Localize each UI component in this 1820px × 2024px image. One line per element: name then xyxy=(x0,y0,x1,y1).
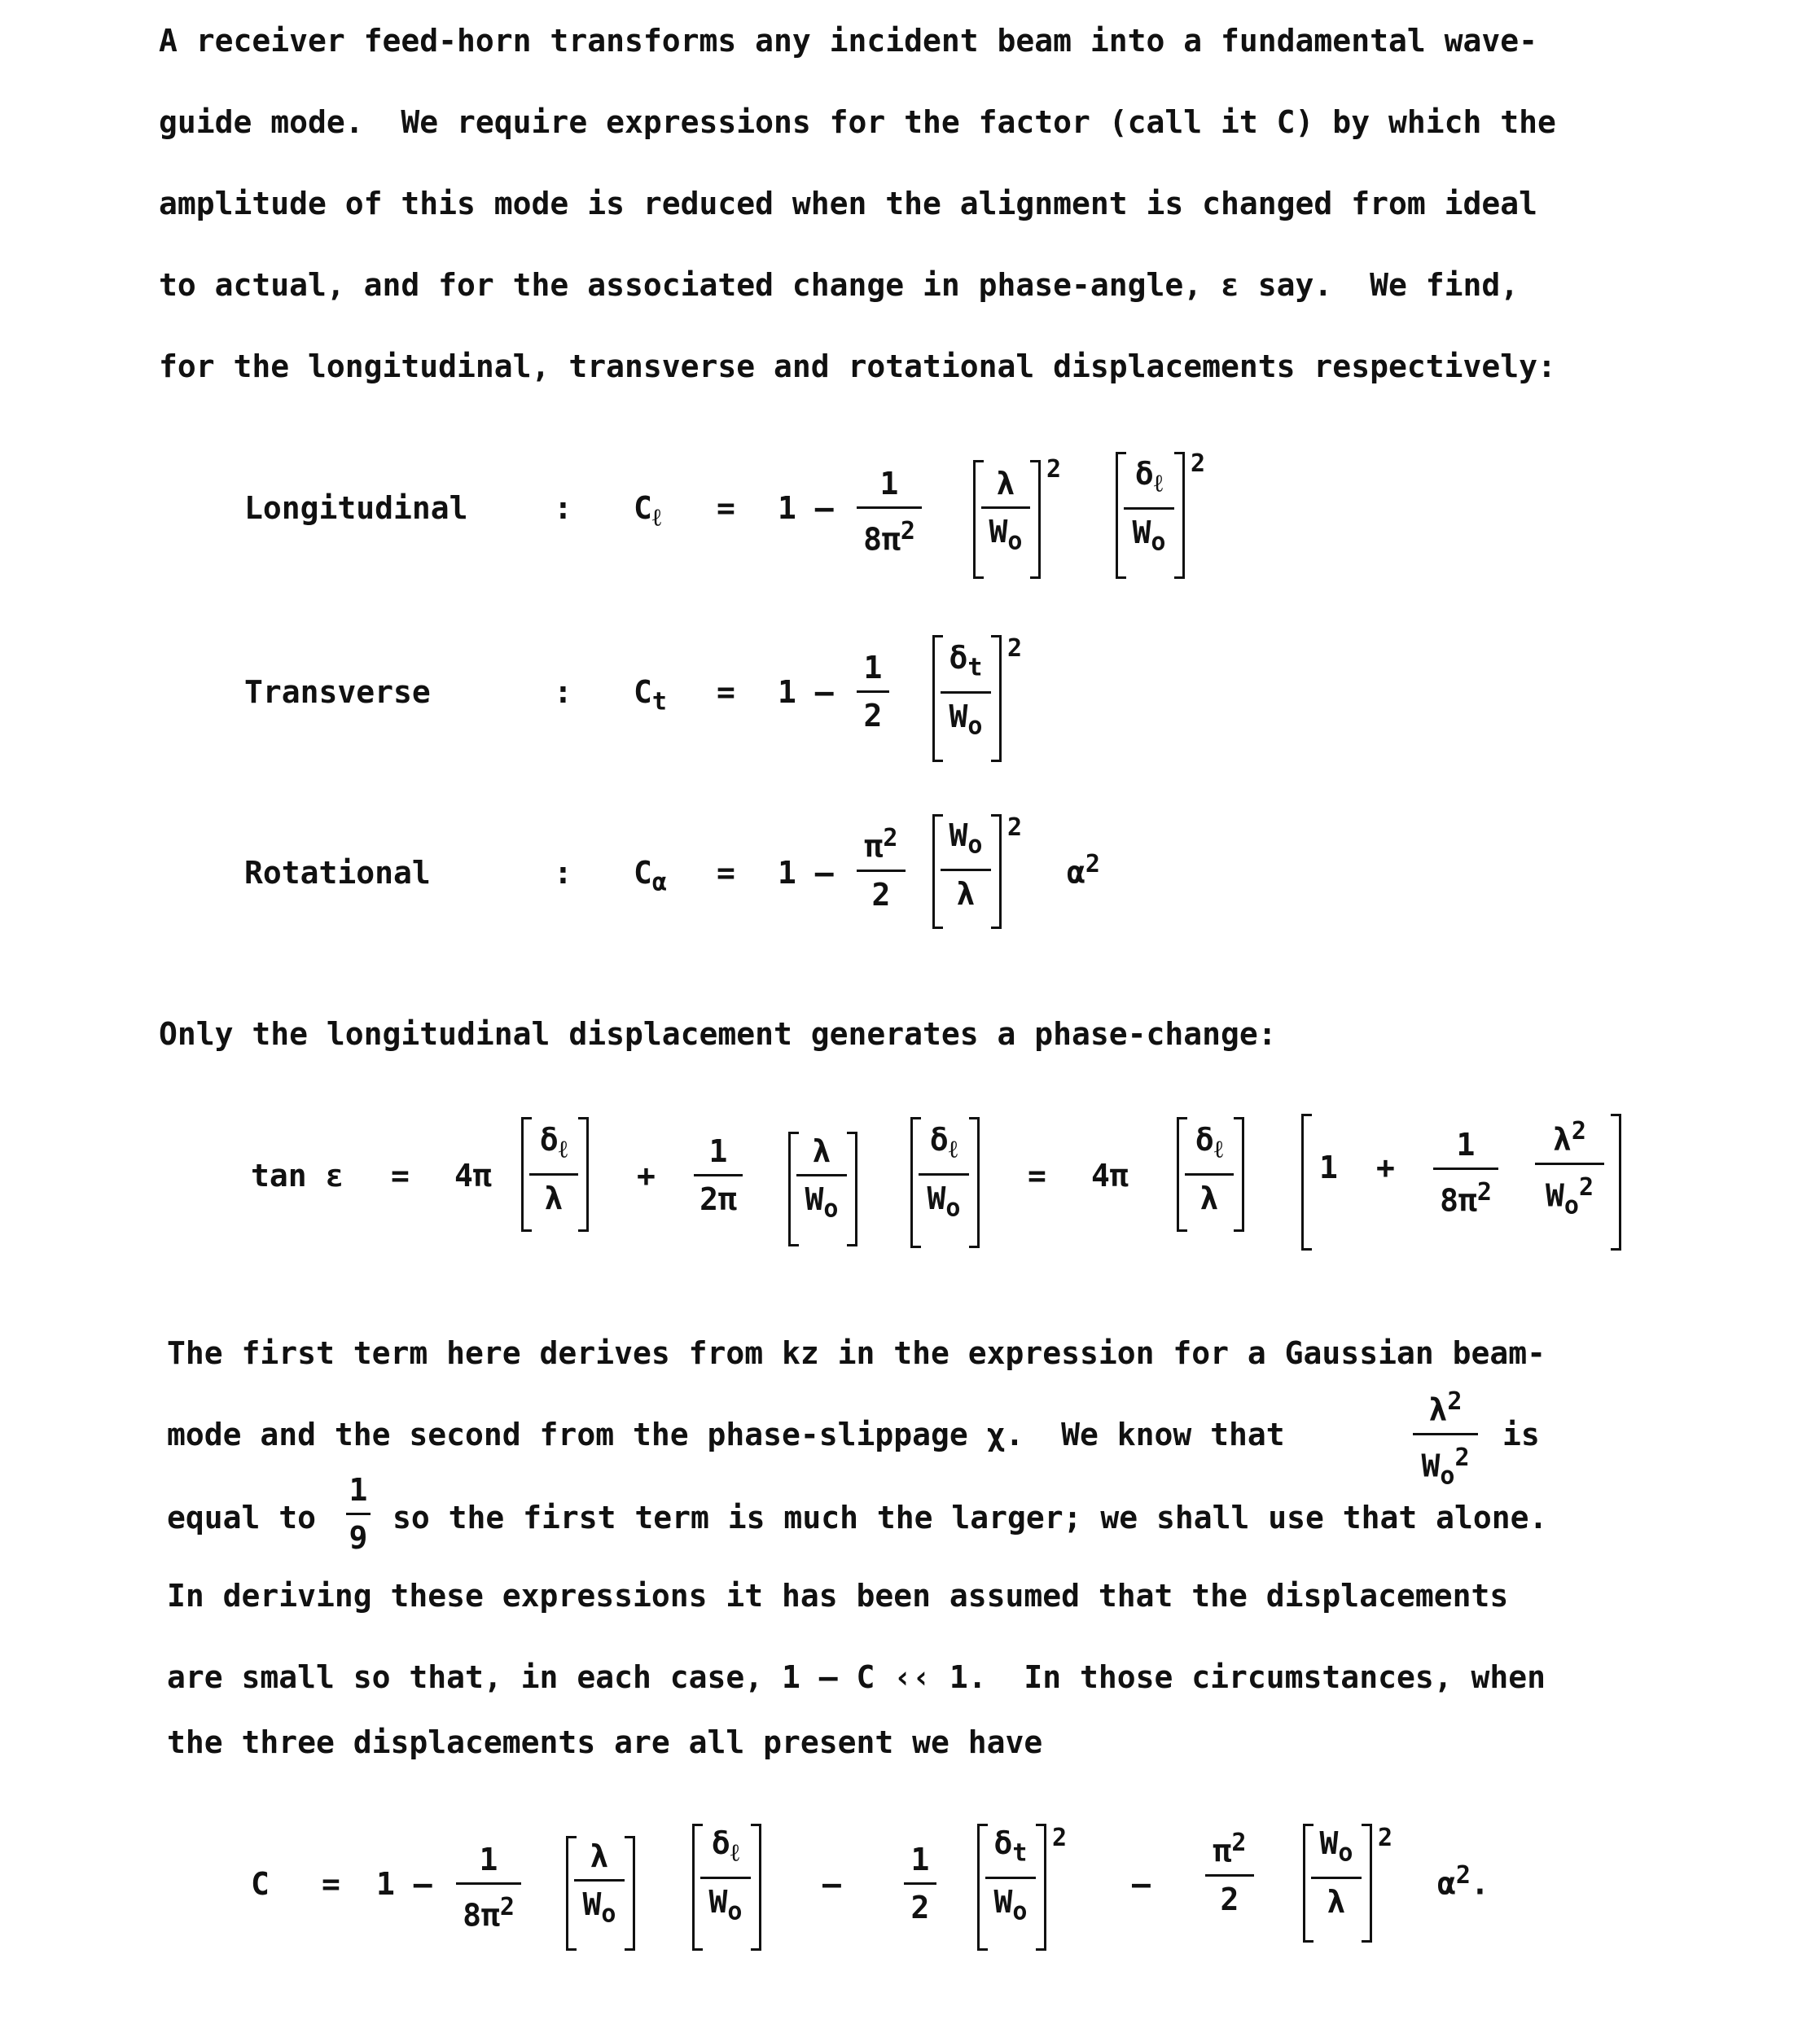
equals-sign: = xyxy=(717,490,735,526)
right-bracket xyxy=(1362,1824,1372,1943)
inline-fraction: $\lambda^2$ $W_o^2$ xyxy=(1413,1384,1478,1494)
paragraph-line: The first term here derives from kz in the expression for a Gaussian beam- xyxy=(167,1335,1546,1371)
fraction: $\pi^2$ 2 xyxy=(1205,1825,1254,1917)
equals-sign: = xyxy=(322,1866,340,1902)
fraction: 1 2π xyxy=(694,1133,743,1217)
right-bracket xyxy=(991,814,1002,929)
right-bracket xyxy=(991,635,1002,762)
lhs: $C_\alpha$ xyxy=(634,855,667,897)
alpha-term: $\alpha^2$. xyxy=(1437,1861,1489,1902)
lhs: $C_\ell$ xyxy=(634,490,662,532)
colon: : xyxy=(554,855,572,891)
one-minus: 1 – xyxy=(778,490,834,526)
right-bracket xyxy=(578,1117,589,1232)
equals-sign: = xyxy=(717,855,735,891)
paragraph-line: In deriving these expressions it has been assumed that the displacements xyxy=(167,1578,1509,1614)
plus-sign: + xyxy=(637,1158,656,1194)
right-bracket xyxy=(1234,1117,1244,1232)
paragraph-text: so the first term is much the larger; we shall use that alone. xyxy=(393,1500,1548,1536)
left-bracket xyxy=(1301,1114,1312,1251)
right-bracket xyxy=(1174,452,1185,579)
equation-label: Transverse xyxy=(244,674,431,710)
lhs: $C_t$ xyxy=(634,674,667,716)
fraction: 1 $8\pi^2$ xyxy=(456,1842,521,1934)
paragraph-line: A receiver feed-horn transforms any incident beam into a fundamental wave- xyxy=(159,23,1537,59)
right-bracket xyxy=(1036,1824,1046,1951)
exponent: 2 xyxy=(1046,455,1062,484)
right-bracket xyxy=(625,1836,635,1951)
lhs: C xyxy=(251,1866,270,1902)
right-bracket xyxy=(847,1132,857,1246)
exponent: 2 xyxy=(1007,634,1023,663)
exponent: 2 xyxy=(1007,813,1023,842)
fraction: 1 $8\pi^2$ xyxy=(1433,1127,1498,1219)
fraction: $\lambda^2$ $W_o^2$ xyxy=(1535,1114,1604,1224)
bracket-fraction: $\delta_t$ $W_o$ xyxy=(985,1825,1036,1930)
paragraph-text: is xyxy=(1502,1417,1540,1452)
equals-sign: = xyxy=(1028,1158,1046,1194)
bracket-fraction: $\delta_\ell$ λ xyxy=(529,1122,578,1216)
alpha-term: $\alpha^2$ xyxy=(1067,850,1100,891)
equation-label: Longitudinal xyxy=(244,490,468,526)
bracket-fraction: $\delta_\ell$ $W_o$ xyxy=(1124,456,1174,560)
plus-sign: + xyxy=(1376,1150,1395,1185)
bracket-fraction: $\delta_\ell$ λ xyxy=(1185,1122,1234,1216)
paragraph-line: to actual, and for the associated change in phase-angle, ε say. We find, xyxy=(159,267,1520,303)
colon: : xyxy=(554,674,572,710)
equation-label: Rotational xyxy=(244,855,431,891)
bracket-fraction: λ $W_o$ xyxy=(574,1838,625,1933)
paragraph-text: equal to xyxy=(167,1500,317,1536)
one: 1 xyxy=(1319,1150,1338,1185)
bracket-fraction: $W_o$ λ xyxy=(1311,1825,1362,1920)
paragraph-line: for the longitudinal, transverse and rotational displacements respectively: xyxy=(159,348,1556,384)
inline-fraction: 1 9 xyxy=(346,1472,371,1556)
bracket-fraction: $W_o$ λ xyxy=(941,817,991,912)
coefficient: 4π xyxy=(1091,1158,1129,1194)
bracket-fraction: $\delta_\ell$ $W_o$ xyxy=(919,1122,969,1226)
coefficient: 4π xyxy=(454,1158,492,1194)
fraction: 1 2 xyxy=(904,1842,936,1925)
fraction: $\pi^2$ 2 xyxy=(857,821,906,913)
paragraph-line: Only the longitudinal displacement generates a phase-change: xyxy=(159,1016,1277,1052)
bracket-fraction: $\delta_t$ $W_o$ xyxy=(941,640,991,744)
paragraph-line: mode and the second from the phase-slippage χ. We know that xyxy=(167,1417,1285,1452)
bracket-fraction: $\delta_\ell$ $W_o$ xyxy=(700,1825,751,1930)
exponent: 2 xyxy=(1052,1824,1068,1852)
fraction: 1 $8\pi^2$ xyxy=(857,466,922,558)
one-minus: 1 – xyxy=(778,855,834,891)
paragraph-line: amplitude of this mode is reduced when the alignment is changed from ideal xyxy=(159,186,1537,221)
minus-sign: – xyxy=(1132,1866,1151,1902)
right-bracket xyxy=(1611,1114,1621,1251)
one-minus: 1 – xyxy=(376,1866,432,1902)
bracket-fraction: λ $W_o$ xyxy=(796,1133,847,1228)
equals-sign: = xyxy=(717,674,735,710)
equals-sign: = xyxy=(391,1158,410,1194)
paragraph-line: guide mode. We require expressions for the factor (call it C) by which the xyxy=(159,104,1556,140)
exponent: 2 xyxy=(1378,1824,1393,1852)
fraction: 1 2 xyxy=(857,650,889,734)
right-bracket xyxy=(751,1824,761,1951)
paragraph-line: the three displacements are all present we have xyxy=(167,1724,1043,1760)
one-minus: 1 – xyxy=(778,674,834,710)
exponent: 2 xyxy=(1191,449,1206,478)
right-bracket xyxy=(1030,460,1041,579)
paragraph-line: are small so that, in each case, 1 – C ‹‹ 1. In those circumstances, when xyxy=(167,1659,1546,1695)
bracket-fraction: λ $W_o$ xyxy=(981,466,1030,560)
colon: : xyxy=(554,490,572,526)
right-bracket xyxy=(969,1117,980,1248)
minus-sign: – xyxy=(822,1866,841,1902)
lhs: tan ε xyxy=(251,1158,344,1194)
